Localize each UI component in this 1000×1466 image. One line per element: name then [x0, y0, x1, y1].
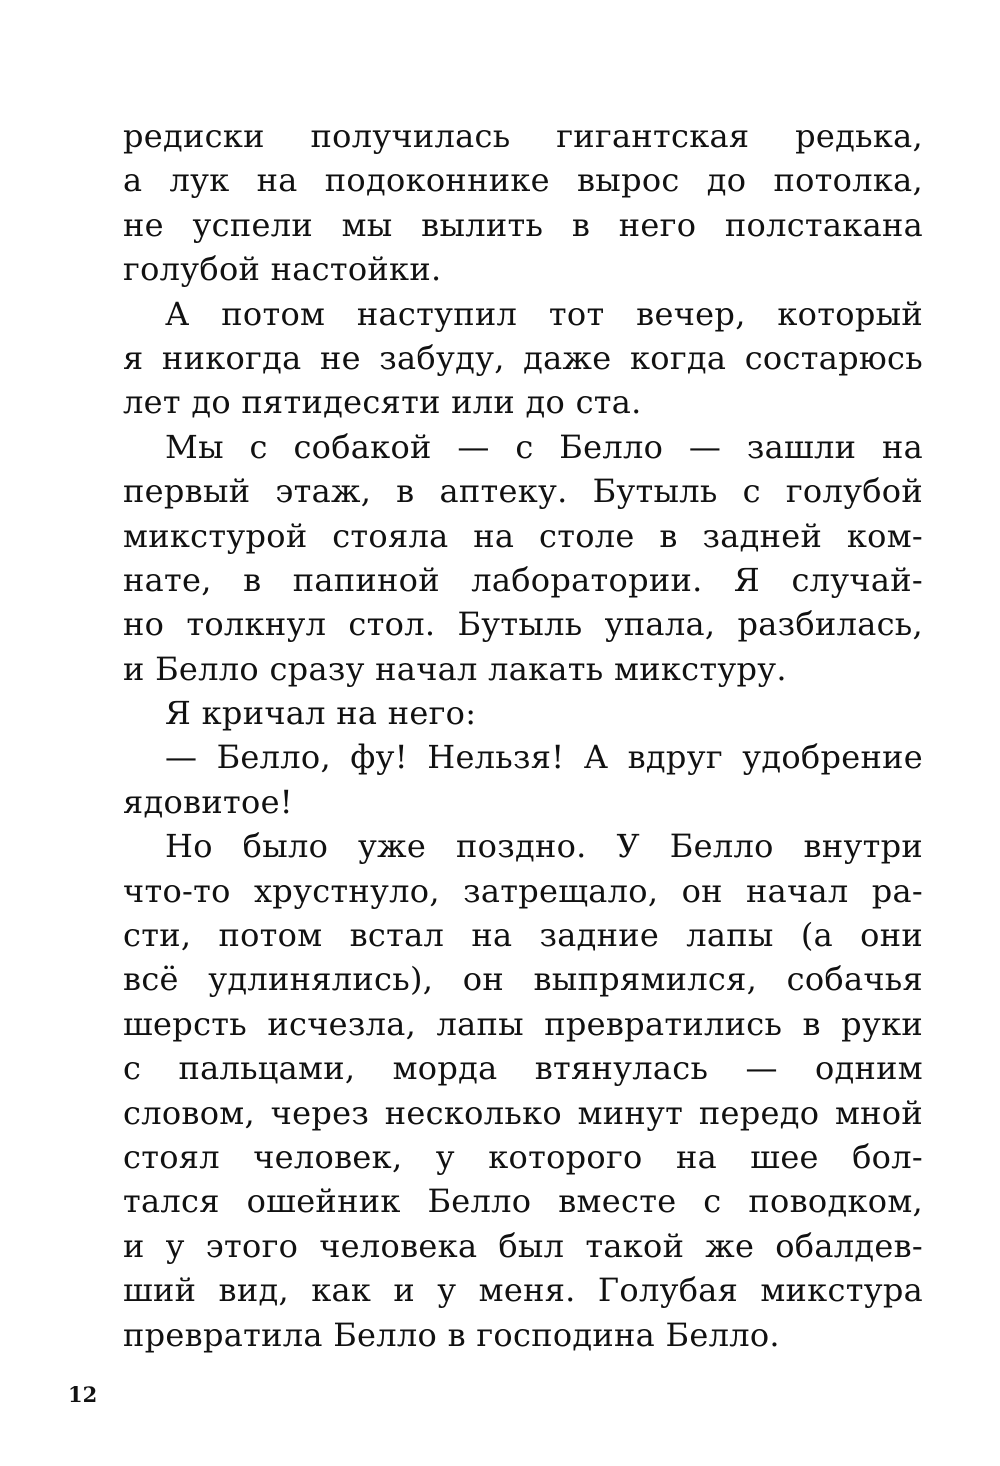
text-line: шерсть исчезла, лапы превратились в руки	[123, 1004, 923, 1043]
text-line: А потом наступил тот вечер, который	[165, 294, 923, 333]
text-line: что-то хрустнуло, затрещало, он начал ра-	[123, 871, 923, 910]
text-line: стоял человек, у которого на шее бол-	[123, 1137, 923, 1176]
text-line: всё удлинялись), он выпрямился, собачья	[123, 960, 923, 999]
paragraph-2	[123, 292, 923, 425]
text-line: но толкнул стол. Бутыль упала, разбилась,	[123, 605, 923, 644]
text-line: не успели мы вылить в него полстакана	[123, 205, 923, 244]
text-line: микстурой стояла на столе в задней ком-	[123, 516, 923, 555]
paragraph-4	[123, 691, 923, 735]
text-line: Но было уже поздно. У Белло внутри	[165, 827, 923, 866]
text-line: лет до пятидесяти или до ста.	[123, 383, 642, 422]
page-number: 12	[68, 1382, 98, 1407]
text-line: ядовитое!	[123, 782, 293, 821]
text-line: первый этаж, в аптеку. Бутыль с голубой	[123, 472, 923, 511]
text-line: я никогда не забуду, даже когда состарюсь	[123, 338, 923, 377]
text-line: голубой настойки.	[123, 250, 442, 289]
text-line: сти, потом встал на задние лапы (а они	[123, 916, 923, 955]
text-line: а лук на подоконнике вырос до потолка,	[123, 161, 923, 200]
text-line: ший вид, как и у меня. Голубая микстура	[123, 1271, 923, 1310]
text-line: словом, через несколько минут передо мной	[123, 1093, 923, 1132]
text-line: редиски получилась гигантская редька,	[123, 117, 923, 155]
paragraph-6	[123, 824, 923, 1357]
body-text	[123, 114, 923, 1357]
text-line: Мы с собакой — с Белло — зашли на	[165, 427, 923, 466]
text-line: превратила Белло в господина Белло.	[123, 1315, 780, 1354]
text-line: и Белло сразу начал лакать микстуру.	[123, 649, 787, 688]
text-line: нате, в папиной лаборатории. Я случай-	[123, 560, 923, 599]
text-line: тался ошейник Белло вместе с поводком,	[123, 1182, 923, 1221]
paragraph-3	[123, 425, 923, 691]
paragraph-1	[123, 114, 923, 292]
text-line: Я кричал на него:	[165, 694, 477, 733]
text-line: и у этого человека был такой же обалдев-	[123, 1226, 923, 1265]
text-line: — Белло, фу! Нельзя! А вдруг удобрение	[165, 738, 923, 777]
text-line: с пальцами, морда втянулась — одним	[123, 1049, 923, 1088]
paragraph-5	[123, 735, 923, 824]
